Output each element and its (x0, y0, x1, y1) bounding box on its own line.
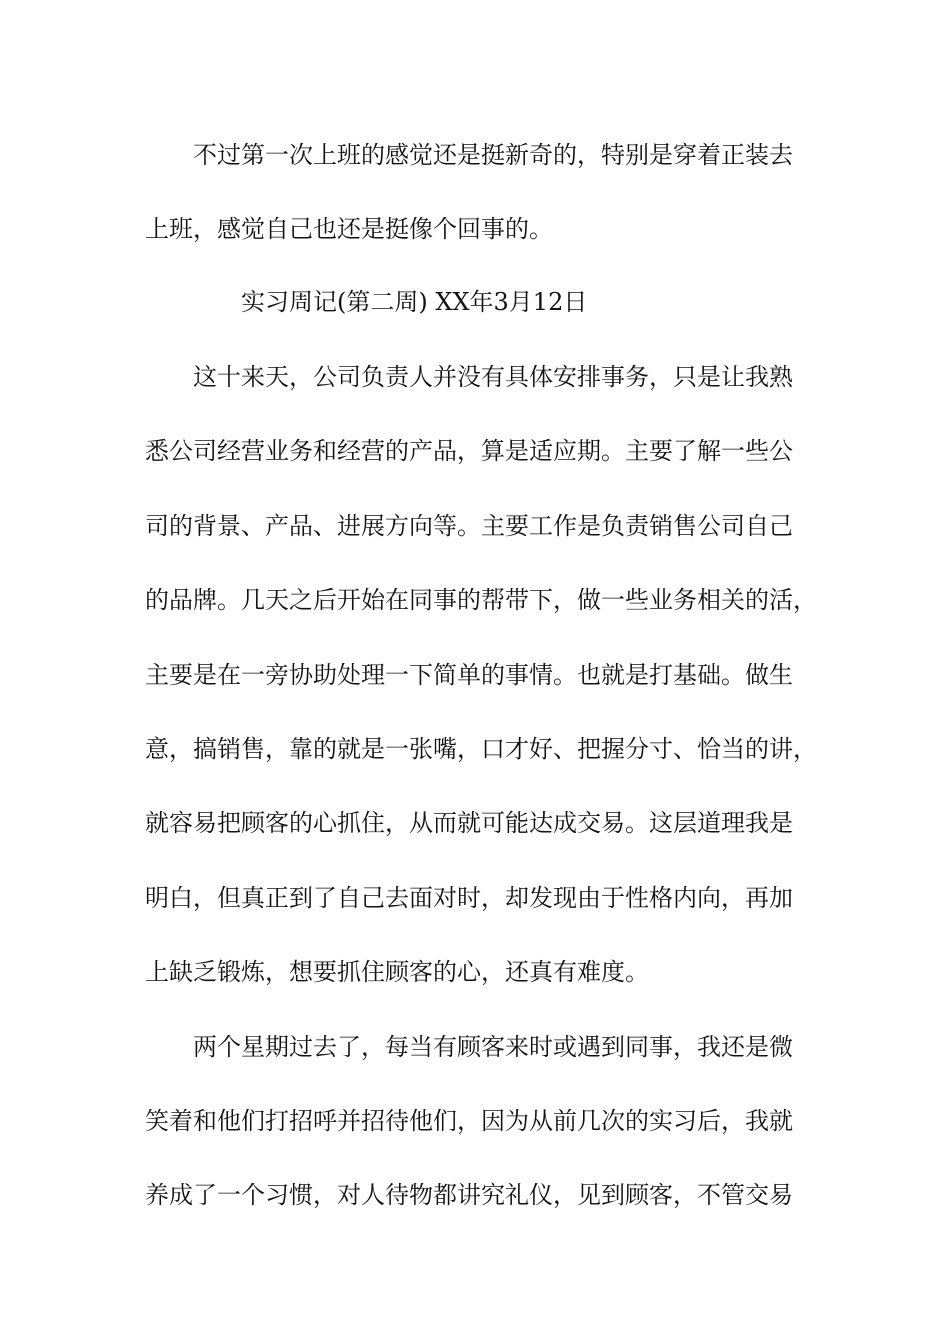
text-line: 笑着和他们打招呼并招待他们，因为从前几次的实习后，我就 (145, 1107, 793, 1135)
paragraph-2-line-6 (0, 729, 950, 769)
paragraph-2-line-4 (0, 580, 950, 620)
paragraph-1-line-1 (0, 135, 950, 175)
paragraph-3-line-1 (0, 1027, 950, 1067)
text-line: 主要是在一旁协助处理一下简单的事情。也就是打基础。做生 (145, 661, 793, 689)
paragraph-2-line-3 (0, 506, 950, 546)
paragraph-2-line-9 (0, 952, 950, 992)
text-line: 上缺乏锻炼，想要抓住顾客的心，还真有难度。 (145, 958, 649, 986)
text-line: 悉公司经营业务和经营的产品，算是适应期。主要了解一些公 (145, 437, 793, 465)
text-line: 意，搞销售，靠的就是一张嘴，口才好、把握分寸、恰当的讲， (145, 735, 817, 763)
paragraph-2-line-1 (0, 357, 950, 397)
paragraph-3-line-2 (0, 1101, 950, 1141)
paragraph-3-line-3 (0, 1175, 950, 1215)
text-line: 就容易把顾客的心抓住，从而就可能达成交易。这层道理我是 (145, 809, 793, 837)
text-line: 养成了一个习惯，对人待物都讲究礼仪，见到顾客，不管交易 (145, 1181, 793, 1209)
paragraph-2-line-2 (0, 431, 950, 471)
text-line: 这十来天，公司负责人并没有具体安排事务，只是让我熟 (193, 363, 793, 391)
paragraph-2-line-8 (0, 878, 950, 918)
paragraph-1-line-2 (0, 209, 950, 249)
text-line: 上班，感觉自己也还是挺像个回事的。 (145, 215, 553, 243)
text-line: 明白，但真正到了自己去面对时，却发现由于性格内向，再加 (145, 884, 793, 912)
text-line: 不过第一次上班的感觉还是挺新奇的，特别是穿着正装去 (193, 141, 793, 169)
section-heading (0, 282, 950, 322)
text-line: 两个星期过去了，每当有顾客来时或遇到同事，我还是微 (193, 1033, 793, 1061)
paragraph-2-line-7 (0, 803, 950, 843)
text-line: 司的背景、产品、进展方向等。主要工作是负责销售公司自己 (145, 512, 793, 540)
paragraph-2-line-5 (0, 655, 950, 695)
heading-text: 实习周记(第二周) XX年3月12日 (241, 288, 588, 316)
text-line: 的品牌。几天之后开始在同事的帮带下，做一些业务相关的活， (145, 586, 817, 614)
